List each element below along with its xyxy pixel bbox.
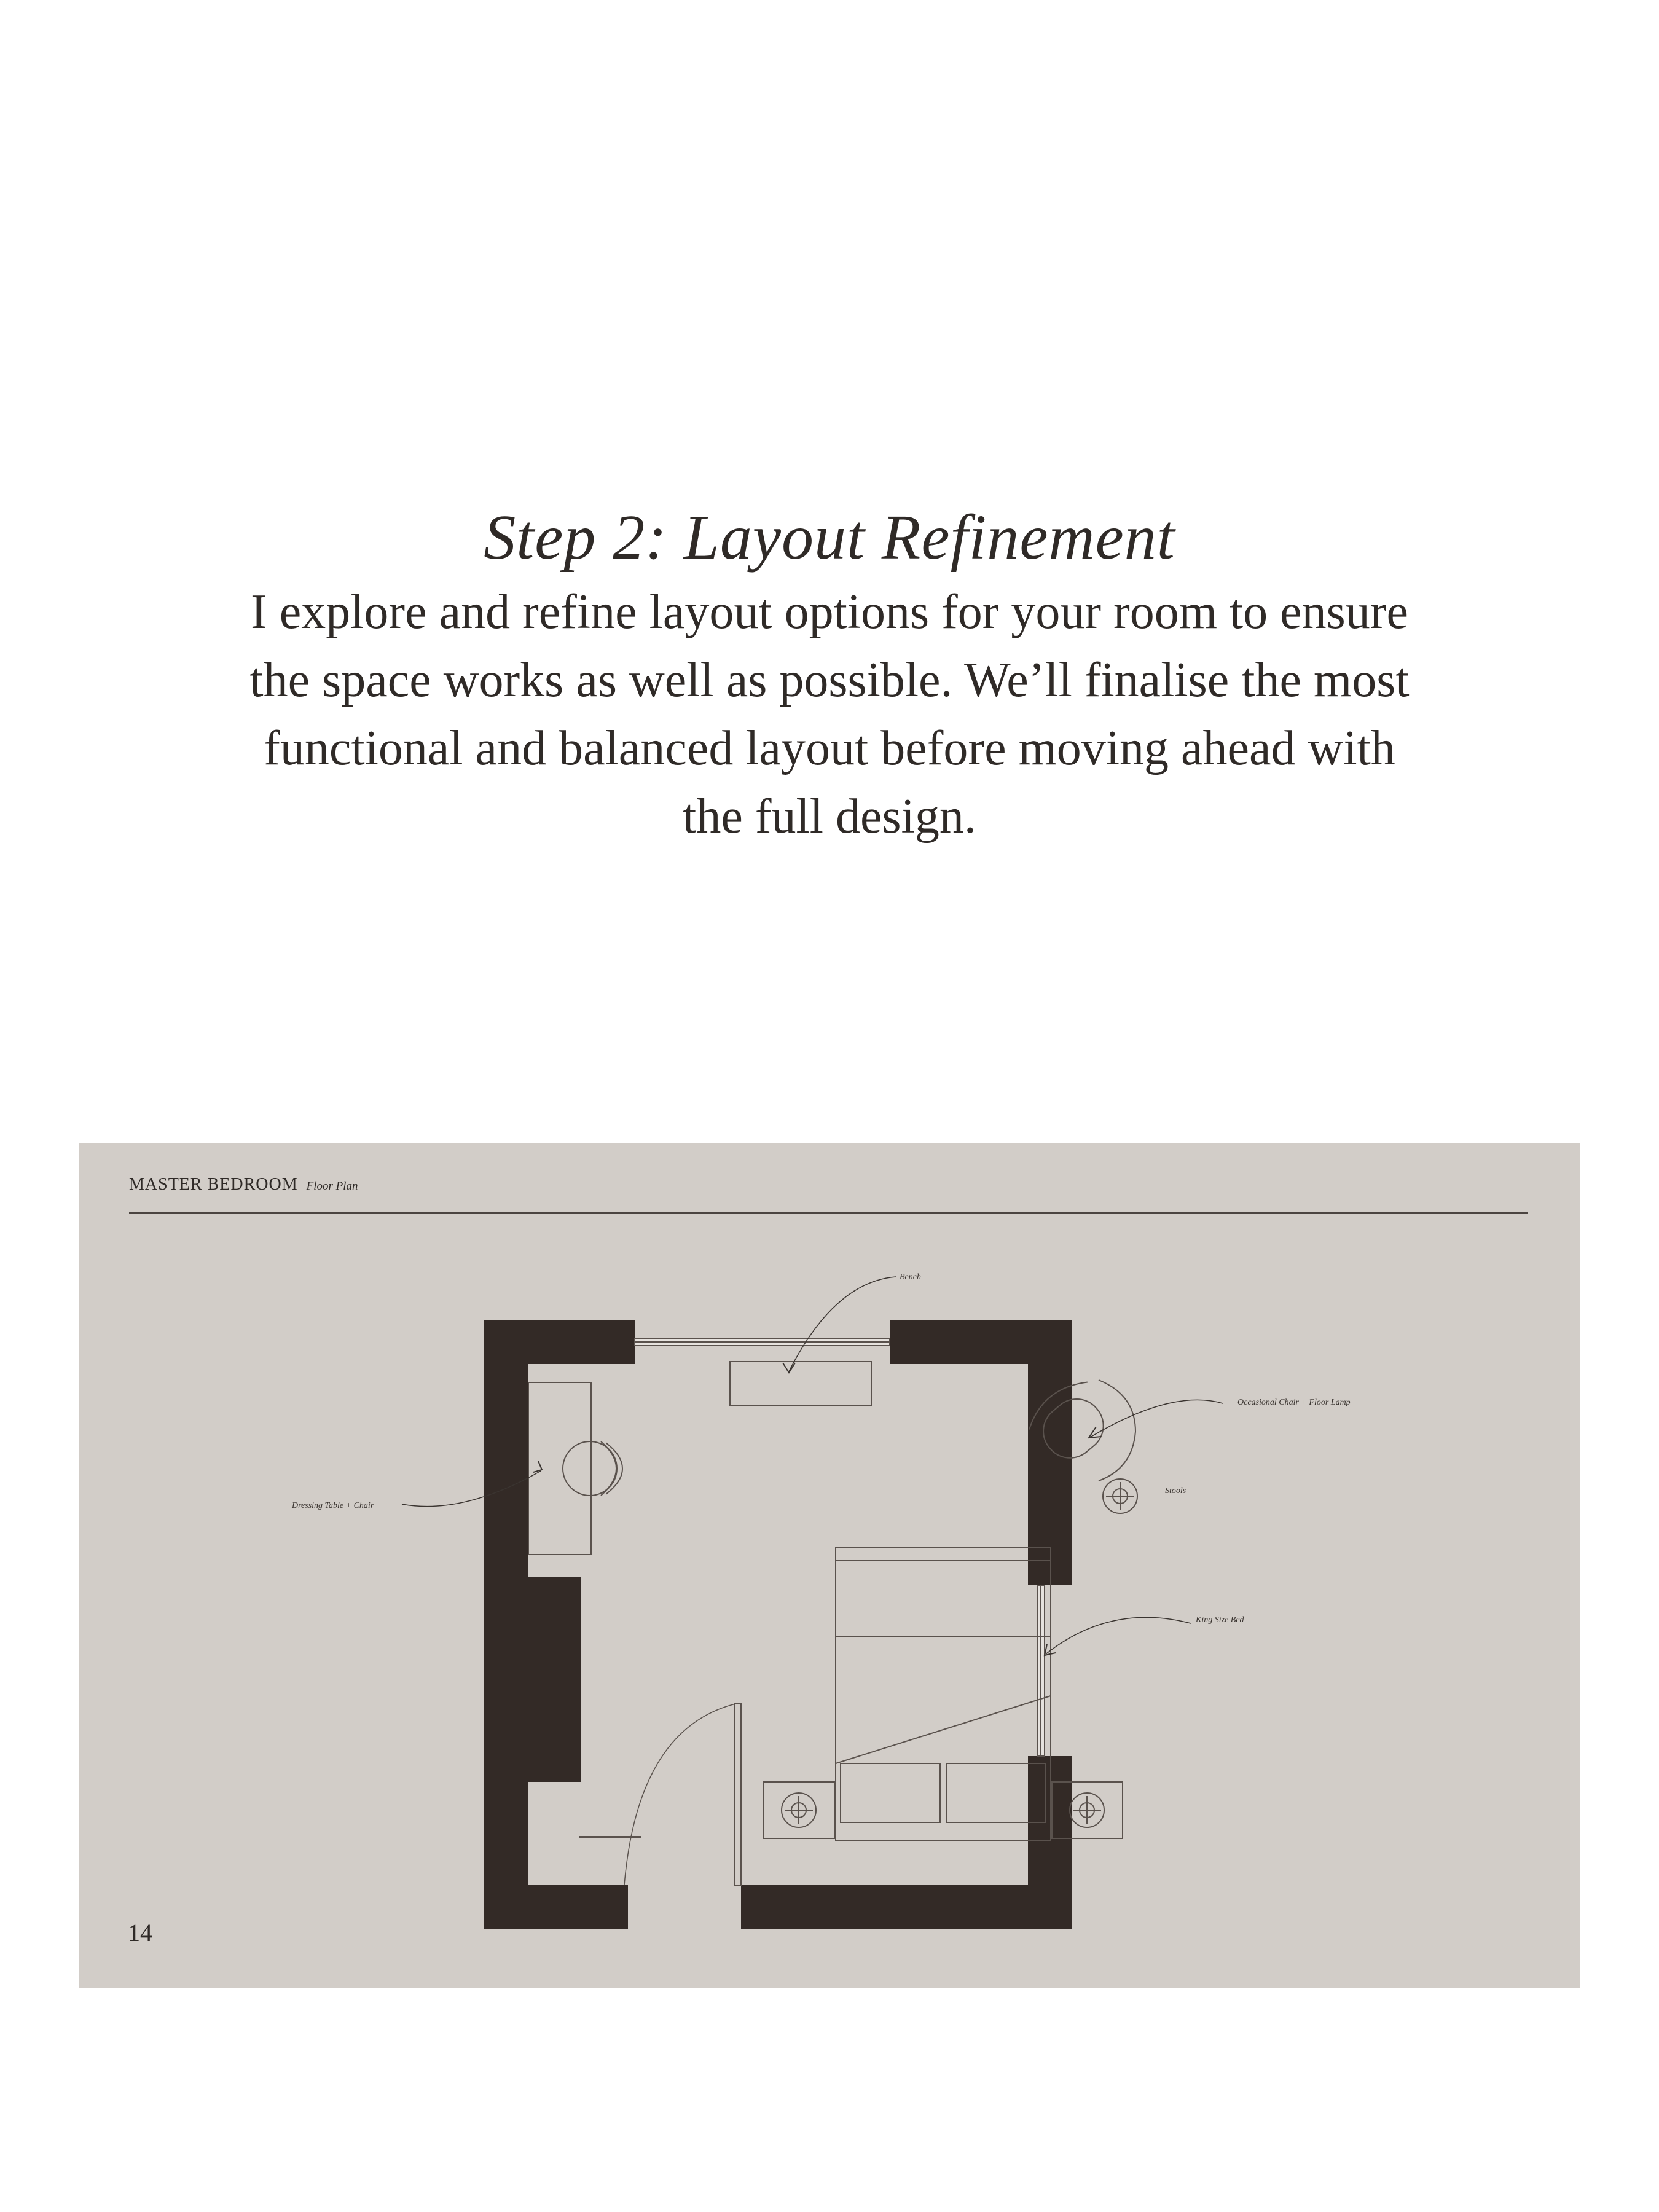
bed-headboard [836, 1547, 1051, 1561]
bench-arrow [789, 1277, 896, 1371]
page-number: 14 [128, 1919, 152, 1947]
bed-pillows [836, 1561, 1051, 1637]
room-name: MASTER BEDROOM [129, 1175, 298, 1194]
floor-plan-subtitle: Floor Plan [306, 1180, 358, 1193]
label-occasional-chair: Occasional Chair + Floor Lamp [1237, 1398, 1351, 1407]
occasional-arrow [1091, 1400, 1223, 1437]
door-leaf [735, 1703, 741, 1885]
wall-left [484, 1320, 528, 1929]
wall-right-upper [1028, 1320, 1072, 1585]
king-bed [836, 1547, 1051, 1841]
door-swing [624, 1703, 738, 1885]
dressing-table [528, 1382, 591, 1555]
wall-bottom-right [741, 1885, 1072, 1929]
bed-cover-fold [836, 1696, 1051, 1763]
intro-section [0, 501, 1659, 851]
step-title: Step 2: Layout Refinement [484, 502, 1175, 573]
floor-plan-drawing [79, 1143, 1580, 1988]
label-king-bed: King Size Bed [1196, 1615, 1244, 1625]
bed-footer-left [841, 1763, 940, 1822]
floor-plan-panel [79, 1143, 1580, 1988]
wall-closet [528, 1577, 581, 1782]
bed-arrow [1046, 1617, 1191, 1654]
bench [730, 1362, 871, 1406]
label-dressing-table: Dressing Table + Chair [292, 1501, 374, 1510]
wall-bottom-left [484, 1885, 628, 1929]
label-bench: Bench [900, 1273, 921, 1282]
label-stools: Stools [1165, 1486, 1186, 1496]
step-description: I explore and refine layout options for your room to ensure the space works as well as possible. We’ll finalise the most functional and balanced layout before moving ahead with the full design. [249, 585, 1410, 844]
